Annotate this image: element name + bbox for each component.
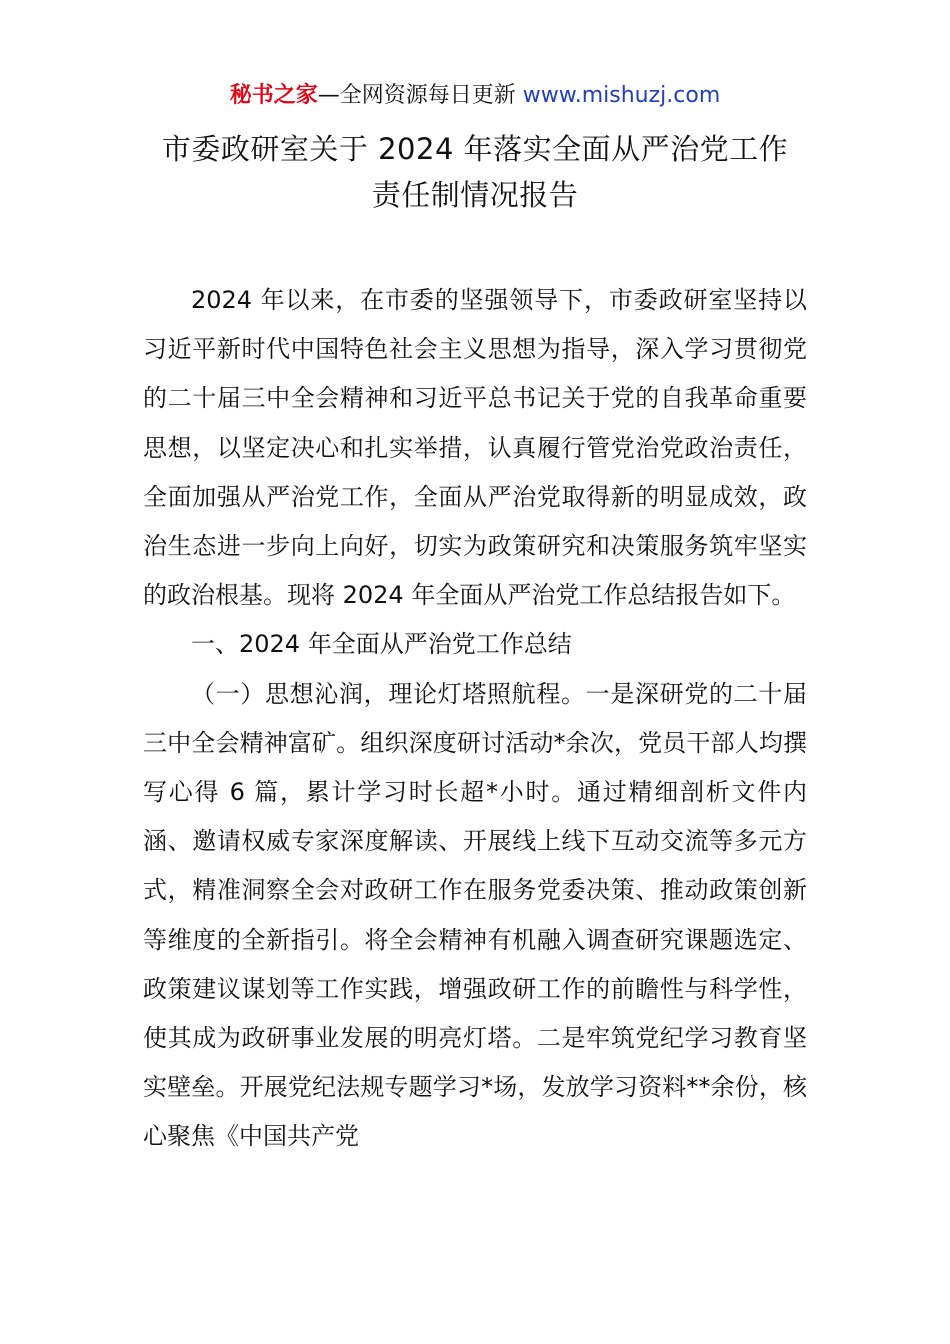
intro-paragraph: 2024 年以来，在市委的坚强领导下，市委政研室坚持以习近平新时代中国特色社会主义思想为指导，深入学习贯彻党的二十届三中全会精神和习近平总书记关于党的自我革命重要思想，以坚定决心和扎实举措，认真履行管党治党政治责任，全面加强从严治党工作，全面从严治党取得新的明显成效，政治生态进一步向上向好，切实为政策研究和决策服务筑牢坚实的政治根基。现将 2024 年全面从严治党工作总结报告如下。 [143, 286, 807, 610]
site-url[interactable]: www.mishuzj.com [522, 83, 721, 108]
site-brand: 秘书之家 [229, 83, 318, 108]
document-body [143, 276, 807, 1162]
section-heading: 一、2024 年全面从严治党工作总结 [191, 630, 572, 659]
section-paragraph: （一）思想沁润，理论灯塔照航程。一是深研党的二十届三中全会精神富矿。组织深度研讨活动*余次，党员干部人均撰写心得 6 篇，累计学习时长超*小时。通过精细剖析文件内涵、邀请权威专家深度解读、开展线上线下互动交流等多元方式，精准洞察全会对政研工作在服务党委决策、推动政策创新等维度的全新指引。将全会精神有机融入调查研究课题选定、政策建议谋划等工作实践，增强政研工作的前瞻性与科学性，使其成为政研事业发展的明亮灯塔。二是牢筑党纪学习教育坚实壁垒。开展党纪法规专题学习*场，发放学习资料**余份，核心聚焦《中国共产党 [143, 679, 807, 1151]
title-line-1: 市委政研室关于 2024 年落实全面从严治党工作 [161, 132, 789, 166]
document-title [0, 126, 950, 218]
site-banner [0, 80, 950, 112]
title-line-2: 责任制情况报告 [371, 178, 579, 212]
site-tagline: —全网资源每日更新 [317, 83, 516, 108]
